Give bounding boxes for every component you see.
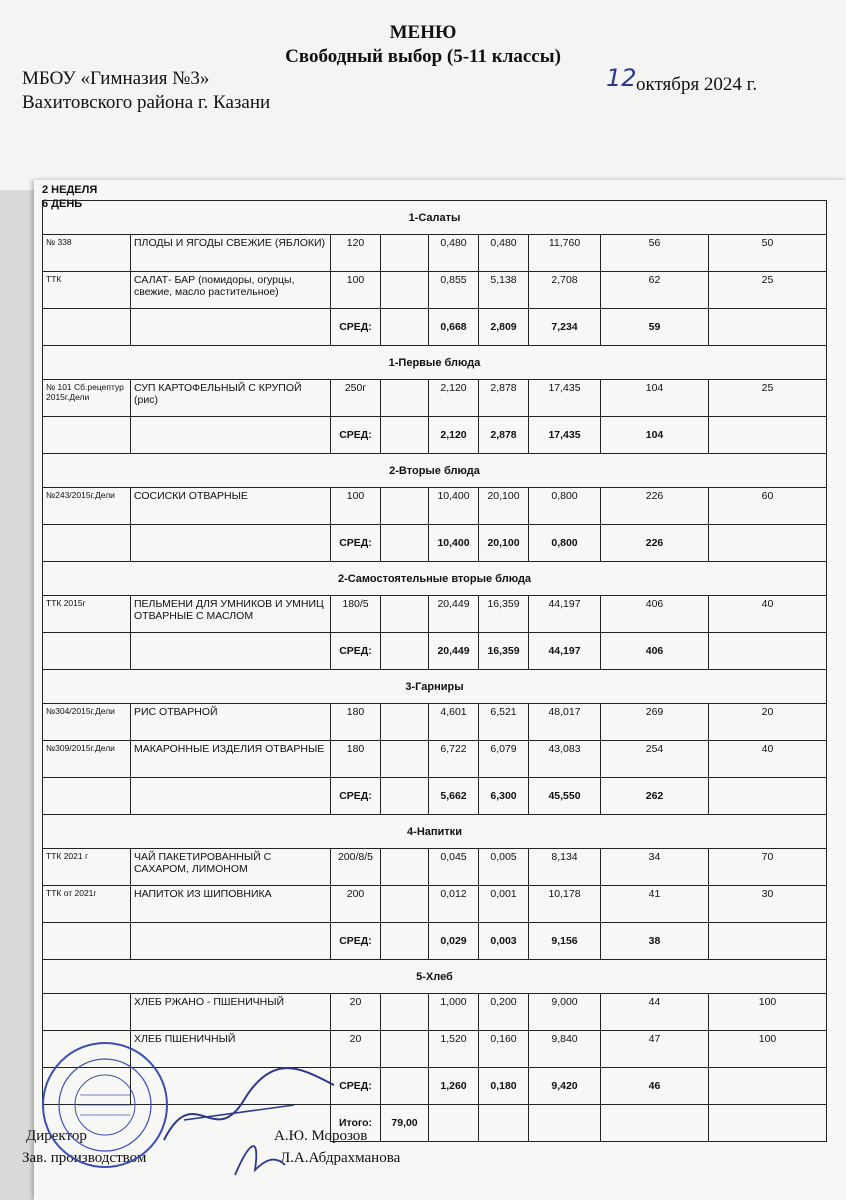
section-title: 4-Напитки — [43, 815, 827, 849]
col-empty — [381, 704, 429, 741]
dish-name: СУП КАРТОФЕЛЬНЫЙ С КРУПОЙ (рис) — [131, 380, 331, 417]
price: 30 — [709, 886, 827, 923]
dish-row — [43, 704, 827, 741]
empty-cell — [429, 1105, 479, 1142]
empty-cell — [131, 525, 331, 562]
avg-calories: 59 — [601, 309, 709, 346]
portion: 250г — [331, 380, 381, 417]
section-title: 2-Самостоятельные вторые блюда — [43, 562, 827, 596]
avg-fat: 20,100 — [479, 525, 529, 562]
avg-protein: 10,400 — [429, 525, 479, 562]
empty-cell — [381, 1068, 429, 1105]
empty-cell — [709, 923, 827, 960]
avg-calories: 38 — [601, 923, 709, 960]
dish-name: ЧАЙ ПАКЕТИРОВАННЫЙ С САХАРОМ, ЛИМОНОМ — [131, 849, 331, 886]
calories: 226 — [601, 488, 709, 525]
school-stamp — [40, 1040, 170, 1170]
average-label: СРЕД: — [331, 923, 381, 960]
section-row — [43, 562, 827, 596]
col-empty — [381, 741, 429, 778]
fat: 6,079 — [479, 741, 529, 778]
portion: 180 — [331, 704, 381, 741]
price: 100 — [709, 1031, 827, 1068]
price: 20 — [709, 704, 827, 741]
menu-title: МЕНЮ — [389, 22, 457, 43]
average-row — [43, 778, 827, 815]
portion: 180/5 — [331, 596, 381, 633]
empty-cell — [709, 1068, 827, 1105]
recipe-code: №309/2015г.Дели — [43, 741, 131, 778]
calories: 44 — [601, 994, 709, 1031]
dish-row — [43, 596, 827, 633]
section-row — [43, 346, 827, 380]
dish-name: САЛАТ- БАР (помидоры, огурцы, свежие, масло растительное) — [131, 272, 331, 309]
empty-cell — [43, 923, 131, 960]
protein: 1,000 — [429, 994, 479, 1031]
calories: 62 — [601, 272, 709, 309]
avg-carbs: 9,420 — [529, 1068, 601, 1105]
recipe-code: ТТК 2015г — [43, 596, 131, 633]
section-title: 1-Первые блюда — [43, 346, 827, 380]
average-row — [43, 309, 827, 346]
empty-cell — [43, 525, 131, 562]
empty-cell — [43, 633, 131, 670]
price: 25 — [709, 272, 827, 309]
dish-name: МАКАРОННЫЕ ИЗДЕЛИЯ ОТВАРНЫЕ — [131, 741, 331, 778]
section-title: 2-Вторые блюда — [43, 454, 827, 488]
average-label: СРЕД: — [331, 309, 381, 346]
avg-calories: 406 — [601, 633, 709, 670]
avg-carbs: 44,197 — [529, 633, 601, 670]
col-empty — [381, 488, 429, 525]
avg-fat: 2,878 — [479, 417, 529, 454]
price: 40 — [709, 596, 827, 633]
avg-carbs: 9,156 — [529, 923, 601, 960]
protein: 0,480 — [429, 235, 479, 272]
portion: 120 — [331, 235, 381, 272]
avg-protein: 0,029 — [429, 923, 479, 960]
section-row — [43, 960, 827, 994]
carbs: 10,178 — [529, 886, 601, 923]
dish-name: ПЕЛЬМЕНИ ДЛЯ УМНИКОВ И УМНИЦ ОТВАРНЫЕ С МАСЛОМ — [131, 596, 331, 633]
section-row — [43, 201, 827, 235]
dish-row — [43, 849, 827, 886]
menu-grid — [42, 200, 827, 1142]
empty-cell — [43, 778, 131, 815]
avg-protein: 5,662 — [429, 778, 479, 815]
empty-cell — [381, 633, 429, 670]
carbs: 8,134 — [529, 849, 601, 886]
average-label: СРЕД: — [331, 1068, 381, 1105]
fat: 5,138 — [479, 272, 529, 309]
protein: 1,520 — [429, 1031, 479, 1068]
protein: 10,400 — [429, 488, 479, 525]
calories: 34 — [601, 849, 709, 886]
dish-name: ХЛЕБ ПШЕНИЧНЫЙ — [131, 1031, 331, 1068]
calories: 56 — [601, 235, 709, 272]
avg-fat: 0,003 — [479, 923, 529, 960]
empty-cell — [709, 525, 827, 562]
portion: 200 — [331, 886, 381, 923]
col-empty — [381, 994, 429, 1031]
section-row — [43, 454, 827, 488]
portion: 200/8/5 — [331, 849, 381, 886]
protein: 6,722 — [429, 741, 479, 778]
avg-carbs: 7,234 — [529, 309, 601, 346]
recipe-code: №304/2015г.Дели — [43, 704, 131, 741]
menu-table — [42, 200, 827, 1142]
avg-protein: 20,449 — [429, 633, 479, 670]
calories: 41 — [601, 886, 709, 923]
price: 50 — [709, 235, 827, 272]
avg-protein: 1,260 — [429, 1068, 479, 1105]
recipe-code — [43, 994, 131, 1031]
portion: 20 — [331, 1031, 381, 1068]
empty-cell — [709, 1105, 827, 1142]
price: 100 — [709, 994, 827, 1031]
price: 40 — [709, 741, 827, 778]
calories: 254 — [601, 741, 709, 778]
recipe-code: ТТК — [43, 272, 131, 309]
protein: 0,045 — [429, 849, 479, 886]
day-number: 6 ДЕНЬ — [42, 198, 83, 210]
avg-carbs: 0,800 — [529, 525, 601, 562]
empty-cell — [709, 417, 827, 454]
portion: 180 — [331, 741, 381, 778]
col-empty — [381, 596, 429, 633]
dish-row — [43, 994, 827, 1031]
carbs: 0,800 — [529, 488, 601, 525]
school-name: МБОУ «Гимназия №3» — [22, 68, 210, 89]
average-label: СРЕД: — [331, 778, 381, 815]
empty-cell — [43, 309, 131, 346]
dish-row — [43, 886, 827, 923]
director-name: А.Ю. Морозов — [274, 1128, 368, 1144]
avg-protein: 0,668 — [429, 309, 479, 346]
average-row — [43, 633, 827, 670]
dish-name: РИС ОТВАРНОЙ — [131, 704, 331, 741]
carbs: 11,760 — [529, 235, 601, 272]
avg-calories: 262 — [601, 778, 709, 815]
dish-row — [43, 488, 827, 525]
manager-signature — [230, 1130, 290, 1180]
carbs: 9,000 — [529, 994, 601, 1031]
avg-protein: 2,120 — [429, 417, 479, 454]
col-empty — [381, 235, 429, 272]
empty-cell — [709, 778, 827, 815]
dish-name: НАПИТОК ИЗ ШИПОВНИКА — [131, 886, 331, 923]
fat: 0,200 — [479, 994, 529, 1031]
price: 25 — [709, 380, 827, 417]
carbs: 44,197 — [529, 596, 601, 633]
section-row — [43, 815, 827, 849]
average-row — [43, 923, 827, 960]
col-empty — [381, 272, 429, 309]
fat: 6,521 — [479, 704, 529, 741]
protein: 4,601 — [429, 704, 479, 741]
menu-subtitle: Свободный выбор (5-11 классы) — [285, 46, 561, 67]
empty-cell — [381, 778, 429, 815]
dish-row — [43, 272, 827, 309]
dish-row — [43, 235, 827, 272]
carbs: 43,083 — [529, 741, 601, 778]
empty-cell — [131, 633, 331, 670]
fat: 20,100 — [479, 488, 529, 525]
dish-name: СОСИСКИ ОТВАРНЫЕ — [131, 488, 331, 525]
empty-cell — [131, 309, 331, 346]
col-empty — [381, 849, 429, 886]
dish-row — [43, 380, 827, 417]
empty-cell — [709, 633, 827, 670]
dish-row — [43, 741, 827, 778]
avg-fat: 2,809 — [479, 309, 529, 346]
avg-calories: 226 — [601, 525, 709, 562]
total-label: Итого: — [331, 1105, 381, 1142]
empty-cell — [709, 309, 827, 346]
average-row — [43, 525, 827, 562]
avg-fat: 6,300 — [479, 778, 529, 815]
empty-cell — [381, 525, 429, 562]
empty-cell — [43, 417, 131, 454]
col-empty — [381, 1031, 429, 1068]
dish-name: ХЛЕБ РЖАНО - ПШЕНИЧНЫЙ — [131, 994, 331, 1031]
fat: 0,160 — [479, 1031, 529, 1068]
average-row — [43, 417, 827, 454]
director-label: Директор — [26, 1128, 87, 1144]
date-day-handwritten: 12 — [606, 64, 637, 92]
avg-fat: 0,180 — [479, 1068, 529, 1105]
fat: 0,480 — [479, 235, 529, 272]
calories: 47 — [601, 1031, 709, 1068]
fat: 0,005 — [479, 849, 529, 886]
total-value: 79,00 — [381, 1105, 429, 1142]
fat: 2,878 — [479, 380, 529, 417]
empty-cell — [131, 923, 331, 960]
protein: 0,012 — [429, 886, 479, 923]
portion: 100 — [331, 488, 381, 525]
carbs: 9,840 — [529, 1031, 601, 1068]
recipe-code: ТТК от 2021г — [43, 886, 131, 923]
empty-cell — [479, 1105, 529, 1142]
empty-cell — [131, 417, 331, 454]
section-row — [43, 670, 827, 704]
col-empty — [381, 886, 429, 923]
recipe-code: №243/2015г.Дели — [43, 488, 131, 525]
week-number: 2 НЕДЕЛЯ — [42, 184, 98, 196]
portion: 20 — [331, 994, 381, 1031]
average-label: СРЕД: — [331, 417, 381, 454]
section-title: 3-Гарниры — [43, 670, 827, 704]
manager-name: Л.А.Абдрахманова — [280, 1150, 401, 1166]
price: 70 — [709, 849, 827, 886]
empty-cell — [601, 1105, 709, 1142]
empty-cell — [381, 417, 429, 454]
empty-cell — [131, 778, 331, 815]
header-sheet — [0, 0, 846, 190]
recipe-code: № 338 — [43, 235, 131, 272]
protein: 20,449 — [429, 596, 479, 633]
dish-name: ПЛОДЫ И ЯГОДЫ СВЕЖИЕ (ЯБЛОКИ) — [131, 235, 331, 272]
carbs: 2,708 — [529, 272, 601, 309]
recipe-code: № 101 Сб.рецептур 2015г.Дели — [43, 380, 131, 417]
recipe-code: ТТК 2021 г — [43, 849, 131, 886]
col-empty — [381, 380, 429, 417]
section-title: 5-Хлеб — [43, 960, 827, 994]
fat: 0,001 — [479, 886, 529, 923]
carbs: 17,435 — [529, 380, 601, 417]
empty-cell — [529, 1105, 601, 1142]
school-district: Вахитовского района г. Казани — [22, 92, 271, 113]
avg-carbs: 45,550 — [529, 778, 601, 815]
date-text: октября 2024 г. — [636, 74, 758, 95]
fat: 16,359 — [479, 596, 529, 633]
calories: 406 — [601, 596, 709, 633]
avg-calories: 104 — [601, 417, 709, 454]
avg-calories: 46 — [601, 1068, 709, 1105]
portion: 100 — [331, 272, 381, 309]
average-label: СРЕД: — [331, 525, 381, 562]
protein: 0,855 — [429, 272, 479, 309]
empty-cell — [381, 309, 429, 346]
price: 60 — [709, 488, 827, 525]
protein: 2,120 — [429, 380, 479, 417]
manager-label: Зав. производством — [22, 1150, 147, 1166]
carbs: 48,017 — [529, 704, 601, 741]
section-title: 1-Салаты — [43, 201, 827, 235]
average-label: СРЕД: — [331, 633, 381, 670]
calories: 269 — [601, 704, 709, 741]
avg-fat: 16,359 — [479, 633, 529, 670]
avg-carbs: 17,435 — [529, 417, 601, 454]
empty-cell — [381, 923, 429, 960]
calories: 104 — [601, 380, 709, 417]
